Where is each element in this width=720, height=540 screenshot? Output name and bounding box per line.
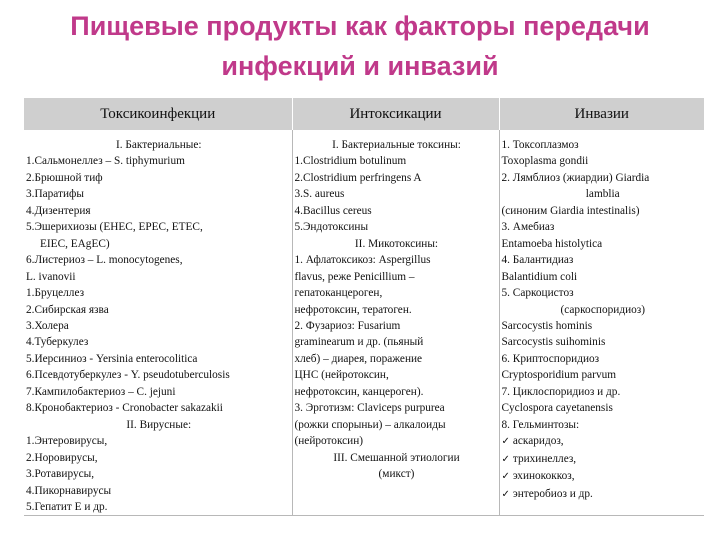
list-item: [502, 486, 705, 503]
list-item: flavus, реже Penicillium –: [294, 270, 415, 283]
list-item: (нейротоксин): [294, 435, 364, 448]
list-item: 3.Ротавирусы,: [26, 468, 95, 481]
list-item: Cyclospora cayetanensis: [501, 402, 613, 415]
list-item: I. Бактериальные:: [115, 139, 202, 151]
list-item: Toxoplasma gondii: [501, 155, 589, 168]
list-item: (саркоспоридиоз): [560, 303, 645, 316]
list-item: 3. Амебиаз: [501, 221, 555, 234]
table-row: [24, 130, 704, 516]
list-item: 8.Кронобактериоз - Cronobacter sakazakii: [26, 402, 223, 415]
header-toxicoinfections: Токсикоинфекции: [24, 98, 292, 130]
list-item: Entamoeba histolytica: [501, 237, 603, 250]
list-item: (рожки спорыньи) – алкалоиды: [294, 418, 446, 431]
list-item: I. Бактериальные токсины:: [332, 139, 461, 151]
list-item: 5.Эшерихиозы (EHEC, EPEC, ETEC,: [26, 221, 203, 234]
list-item: 1. Токсоплазмоз: [501, 139, 579, 151]
list-item: нефротоксин, канцероген).: [294, 385, 424, 398]
intoxications-cell: [292, 130, 499, 516]
checkmark-icon: ✓: [501, 436, 510, 448]
list-item: Cryptosporidium parvum: [501, 369, 617, 382]
list-item: 7.Кампилобактериоз – C. jejuni: [26, 385, 176, 398]
checkmark-icon: ✓: [501, 471, 510, 483]
list-item: 4. Балантидиаз: [501, 254, 574, 267]
list-item: 4.Дизентерия: [26, 204, 91, 217]
list-item: L. ivanovii: [26, 270, 76, 283]
list-item: 4.Bacillus cereus: [294, 204, 372, 217]
list-item: 5. Саркоцистоз: [501, 287, 574, 300]
toxicoinfections-cell: [24, 130, 292, 516]
list-item: EIEC, EAgEC): [40, 237, 110, 250]
title-line-1: Пищевые продукты как факторы передачи: [70, 11, 650, 41]
list-item-label: эхинококкоз,: [512, 470, 575, 483]
list-item: 3.Паратифы: [26, 188, 84, 201]
title-line-2: инфекций и инвазий: [221, 51, 499, 81]
list-item: 2.Брюшной тиф: [26, 171, 103, 184]
transmission-table: [24, 98, 704, 516]
list-item: 6.Псевдотуберкулез - Y. pseudotuberculosis: [26, 369, 230, 382]
header-intoxications: Интоксикации: [292, 98, 499, 130]
checkmark-icon: ✓: [501, 453, 510, 465]
list-item: 4.Туберкулез: [26, 336, 89, 349]
list-item: 8. Гельминтозы:: [501, 418, 580, 431]
list-item: гепатоканцероген,: [294, 287, 383, 300]
list-item-label: трихинеллез,: [512, 452, 577, 465]
list-item: 2.Сибирская язва: [26, 303, 109, 316]
list-item: 5.Гепатит Е и др.: [26, 500, 108, 513]
list-item: 6.Листериоз – L. monocytogenes,: [26, 254, 183, 267]
list-item: [502, 451, 705, 468]
list-item: 1.Бруцеллез: [26, 287, 85, 300]
list-item-label: аскаридоз,: [512, 435, 564, 448]
list-item: нефротоксин, тератоген.: [294, 303, 412, 316]
list-item: Balantidium coli: [501, 270, 578, 283]
list-item: Sarcocystis suihominis: [501, 336, 606, 349]
list-item: [502, 433, 705, 450]
list-item: II. Вирусные:: [126, 418, 192, 431]
list-item: [502, 468, 705, 485]
list-item: 1.Энтеровирусы,: [26, 435, 108, 448]
list-item: 2.Clostridium perfringens A: [294, 171, 422, 184]
list-item: 3. Эрготизм: Claviceps purpurea: [294, 402, 445, 415]
list-item: 2. Лямблиоз (жиардии) Giardia: [501, 171, 650, 184]
list-item: хлеб) – диарея, поражение: [294, 352, 423, 365]
page-title: [0, 6, 720, 86]
list-item: 2.Норовирусы,: [26, 451, 98, 464]
list-item: 2. Фузариоз: Fusarium: [294, 319, 401, 332]
list-item: 1. Афлатоксикоз: Aspergillus: [294, 254, 431, 267]
list-item: 3.Холера: [26, 319, 69, 332]
invasions-cell: [499, 130, 704, 516]
list-item: 3.S. aureus: [294, 188, 345, 201]
list-item: (микст): [378, 468, 415, 481]
list-item: 6. Криптоспоридиоз: [501, 352, 600, 365]
list-item: (синоним Giardia intestinalis): [501, 204, 640, 217]
list-item-label: энтеробиоз и др.: [512, 487, 593, 500]
list-item: III. Смешанной этиологии: [333, 451, 460, 464]
list-item: II. Микотоксины:: [354, 237, 439, 250]
list-item: 1.Clostridium botulinum: [294, 155, 407, 168]
list-item: graminearum и др. (пьяный: [294, 336, 424, 349]
header-invasions: Инвазии: [499, 98, 704, 130]
table-header-row: [24, 98, 704, 130]
list-item: 5.Иерсиниоз - Yersinia enterocolitica: [26, 352, 198, 365]
list-item: lamblia: [585, 188, 620, 201]
checkmark-icon: ✓: [501, 488, 510, 500]
list-item: 4.Пикорнавирусы: [26, 484, 112, 497]
list-item: Sarcocystis hominis: [501, 319, 593, 332]
list-item: ЦНС (нейротоксин,: [294, 369, 389, 382]
list-item: 5.Эндотоксины: [294, 221, 369, 234]
list-item: 1.Сальмонеллез – S. tiphymurium: [26, 155, 185, 168]
list-item: 7. Циклоспоридиоз и др.: [501, 385, 621, 398]
